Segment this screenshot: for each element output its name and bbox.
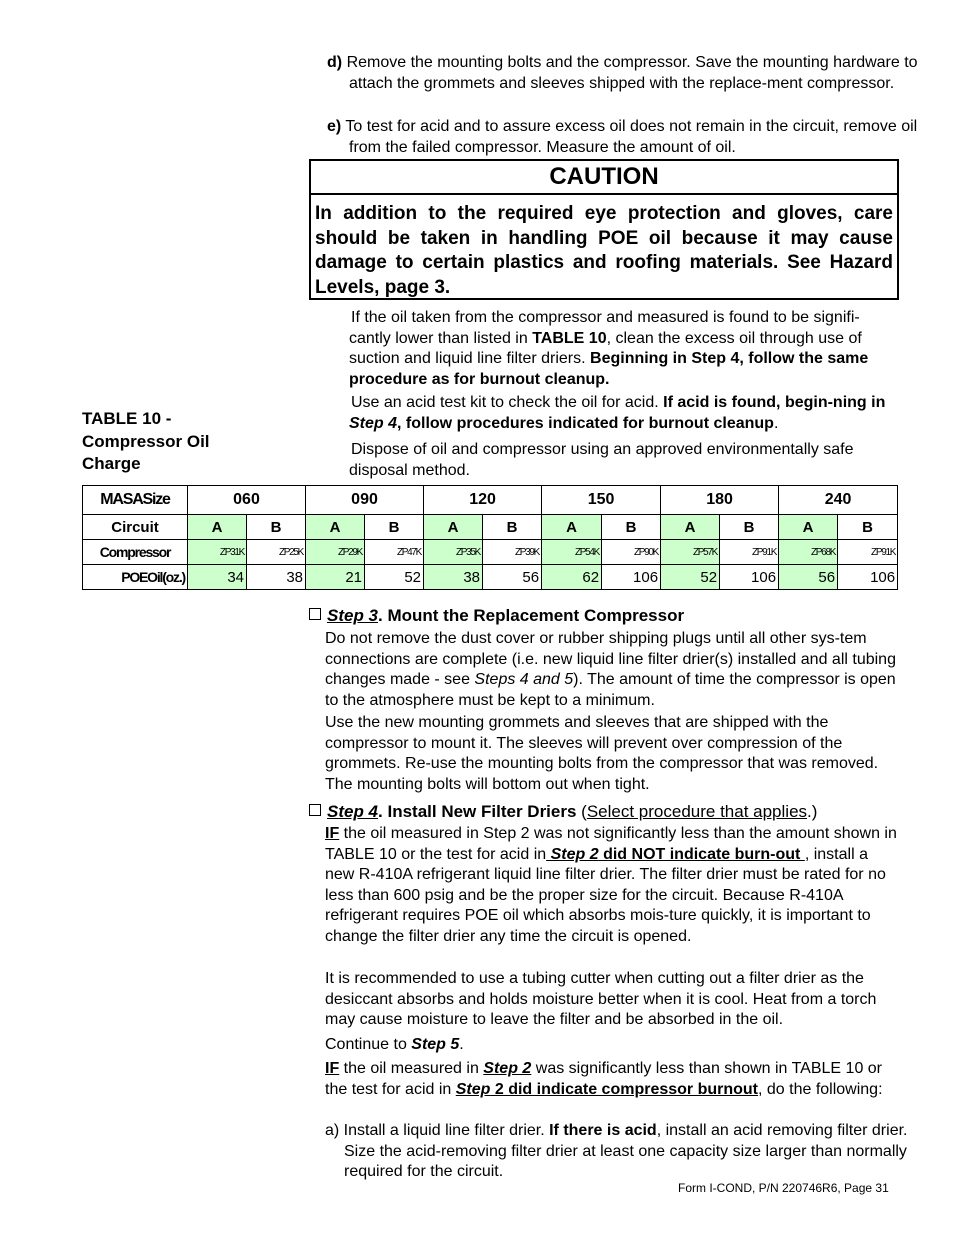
text: ( <box>576 802 587 821</box>
circuit-cell: B <box>838 515 898 540</box>
checkbox-icon[interactable] <box>309 608 321 620</box>
step-ref: Step 4 <box>349 414 398 432</box>
compressor-cell: ZP39K <box>483 540 542 565</box>
step-ref: Step <box>455 1080 491 1098</box>
circuit-cell: B <box>720 515 779 540</box>
text: If the oil taken from the compressor and measured is found to be signifi-cantly lower than listed in <box>349 309 860 347</box>
text: . <box>459 1036 464 1053</box>
step-ref: Step 2 <box>483 1060 532 1077</box>
oil-cell: 106 <box>602 565 661 590</box>
size-cell: 090 <box>306 486 424 515</box>
step3-heading <box>309 605 899 627</box>
text: Dispose of oil and compressor using an approved environmentally safe disposal method. <box>349 441 854 479</box>
step4-paragraph-3 <box>325 1059 897 1100</box>
row-header: POEOil(oz.) <box>83 565 188 590</box>
table-title-line: TABLE 10 - <box>82 409 172 428</box>
item-text: Remove the mounting bolts and the compressor. Save the mounting hardware to attach the grommets and sleeves shipped with the replace-ment compressor. <box>346 54 918 92</box>
caution-box <box>309 159 899 300</box>
row-header: Compressor <box>83 540 188 565</box>
bold-text: Beginning in Step 4, follow the same procedure as for burnout cleanup. <box>349 350 869 388</box>
oil-cell: 52 <box>661 565 720 590</box>
oil-cell: 38 <box>424 565 483 590</box>
size-cell: 180 <box>661 486 779 515</box>
step4-paragraph-2 <box>325 969 897 1031</box>
oil-cell: 106 <box>720 565 779 590</box>
oil-cell: 56 <box>779 565 838 590</box>
text: , install a new R-410A refrigerant liquid line filter drier. The filter drier must be rated for no less than 600 psig and be the proper size for the circuit. Because R-410A refrigerant requires POE oil which absorbs mois-ture quickly, it is important to change the filter drier any time the circuit is opened. <box>325 845 886 945</box>
compressor-cell: ZP90K <box>602 540 661 565</box>
circuit-cell: B <box>365 515 424 540</box>
row-header: MASASize <box>83 486 188 515</box>
text: Use the new mounting grommets and sleeves that are shipped with the compressor to mount it. The sleeves will prevent over compression of the grommets. Re-use the mounting bolts from the compressor that was removed. The mounting bolts will bottom out when tight. <box>325 714 879 793</box>
compressor-cell: ZP31K <box>188 540 247 565</box>
compressor-oil-table <box>82 485 898 590</box>
step3-paragraph-2 <box>325 713 897 795</box>
select-procedure-text: Select procedure that applies <box>586 802 808 821</box>
continue-line <box>325 1035 897 1056</box>
table-row-circuit <box>83 515 898 540</box>
oil-cell: 34 <box>188 565 247 590</box>
circuit-cell: A <box>661 515 720 540</box>
oil-cell: 106 <box>838 565 898 590</box>
text: Install a liquid line filter drier. <box>339 1122 550 1139</box>
step4-paragraph-1 <box>325 824 897 947</box>
step-ref: Step 2 <box>546 845 599 863</box>
caution-body: In addition to the required eye protection and gloves, care should be taken in handling POE oil because it may cause damage to certain plastics and roofing materials. See Hazard Levels, page 3. <box>315 203 893 298</box>
item-label: d) <box>327 54 343 71</box>
text: . <box>773 414 779 432</box>
text: the oil measured in <box>339 1060 484 1077</box>
size-cell: 120 <box>424 486 542 515</box>
step-item-e <box>327 117 919 158</box>
circuit-cell: A <box>188 515 247 540</box>
text: .) <box>807 802 818 821</box>
step4-heading <box>309 801 899 823</box>
text: Continue to <box>325 1036 412 1053</box>
table-title-line: Compressor Oil <box>82 431 210 451</box>
text: the oil measured in Step 2 was not significantly less than the amount shown in TABLE 10 or the test for acid in <box>325 825 897 863</box>
if-label: IF <box>325 1060 340 1077</box>
compressor-cell: ZP91K <box>720 540 779 565</box>
step3-title: . Mount the Replacement Compressor <box>378 606 685 625</box>
step4-title: . Install New Filter Driers <box>378 802 577 821</box>
oil-cell: 62 <box>542 565 602 590</box>
bold-text: If there is acid <box>549 1122 657 1139</box>
bold-text: 2 did indicate compressor burnout <box>490 1080 758 1098</box>
compressor-cell: ZP57K <box>661 540 720 565</box>
compressor-cell: ZP54K <box>542 540 602 565</box>
circuit-cell: A <box>542 515 602 540</box>
compressor-cell: ZP35K <box>424 540 483 565</box>
circuit-cell: B <box>602 515 661 540</box>
oil-cell: 21 <box>306 565 365 590</box>
table-title <box>82 408 210 476</box>
bold-text: did NOT indicate burn-out <box>598 845 805 863</box>
oil-paragraph-2 <box>349 393 899 434</box>
if-label: IF <box>325 825 340 842</box>
circuit-cell: B <box>247 515 306 540</box>
item-label: e) <box>327 118 342 135</box>
compressor-cell: ZP25K <box>247 540 306 565</box>
table-row-size <box>83 486 898 515</box>
oil-cell: 38 <box>247 565 306 590</box>
circuit-cell: A <box>779 515 838 540</box>
circuit-cell: A <box>424 515 483 540</box>
item-text: To test for acid and to assure excess oil does not remain in the circuit, remove oil from the failed compressor. Measure the amount of oil. <box>345 118 918 156</box>
table-ref: TABLE 10 <box>532 329 607 347</box>
text: was significantly less than shown in TABLE 10 or the test for acid in <box>325 1060 883 1098</box>
page-footer: Form I-COND, P/N 220746R6, Page 31 <box>678 1181 889 1195</box>
step4-label: Step 4 <box>327 802 379 821</box>
compressor-cell: ZP91K <box>838 540 898 565</box>
oil-paragraph-1 <box>349 308 899 390</box>
text: Do not remove the dust cover or rubber shipping plugs until all other sys-tem connections are complete (i.e. new liquid line filter drier(s) installed and all tubing changes made - see <box>325 630 896 688</box>
size-cell: 150 <box>542 486 661 515</box>
circuit-cell: A <box>306 515 365 540</box>
oil-cell: 56 <box>483 565 542 590</box>
circuit-cell: B <box>483 515 542 540</box>
table-title-line: Charge <box>82 454 141 473</box>
table-row-compressor <box>83 540 898 565</box>
step-ref: Step 5 <box>411 1036 460 1053</box>
bold-text: , follow procedures indicated for burnout cleanup <box>397 414 774 432</box>
caution-title: CAUTION <box>311 161 897 195</box>
size-cell: 060 <box>188 486 306 515</box>
compressor-cell: ZP29K <box>306 540 365 565</box>
row-header: Circuit <box>83 515 188 540</box>
step3-paragraph-1 <box>325 629 897 711</box>
text: , do the following: <box>758 1080 883 1098</box>
text: Use an acid test kit to check the oil for acid. <box>351 394 664 411</box>
text: ). The amount of time the compressor is open to the atmosphere must be kept to a minimum. <box>325 671 896 709</box>
oil-cell: 52 <box>365 565 424 590</box>
compressor-cell: ZP47K <box>365 540 424 565</box>
step-item-d <box>327 53 919 94</box>
checkbox-icon[interactable] <box>309 804 321 816</box>
oil-paragraph-3 <box>349 440 899 481</box>
compressor-cell: ZP68K <box>779 540 838 565</box>
item-label: a) <box>325 1122 340 1139</box>
bold-text: If acid is found, begin-ning in <box>663 394 886 411</box>
size-cell: 240 <box>779 486 898 515</box>
step4-item-a <box>325 1121 916 1183</box>
steps-ref: Steps 4 and 5 <box>474 671 574 688</box>
table-row-poe-oil <box>83 565 898 590</box>
text: It is recommended to use a tubing cutter when cutting out a filter drier as the desiccant absorbs and holds moisture better when it is cool. Heat from a torch may cause moisture to leave the filter and be absorbed in the oil. <box>325 970 877 1028</box>
text: , install an acid removing filter drier. Size the acid-removing filter drier at least one capacity size larger than normally required for the circuit. <box>344 1122 908 1180</box>
text: , clean the excess oil through use of suction and liquid line filter driers. <box>349 329 862 367</box>
step3-label: Step 3 <box>327 606 379 625</box>
